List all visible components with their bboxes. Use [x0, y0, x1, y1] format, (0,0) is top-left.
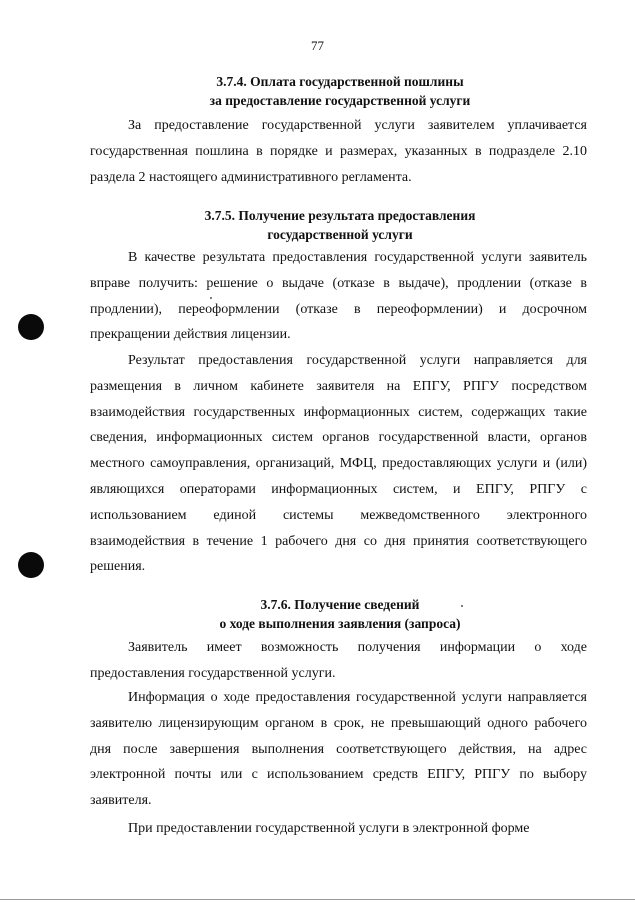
- heading-line-1: 3.7.6. Получение сведений: [260, 597, 420, 612]
- paragraph: Информация о ходе предоставления государственной услуги направляется заявителю лицензирующим органом в срок, не превышающий одного рабочего дня после завершения выполнения соответствующего действия, на адрес электронной почты или с использованием средств ЕПГУ, РПГУ по выбору заявителя.: [90, 690, 587, 809]
- section-heading-3-7-6: [80, 595, 600, 633]
- section-heading-3-7-4: [80, 72, 600, 110]
- heading-line-2: государственной услуги: [267, 227, 413, 242]
- heading-line-1: 3.7.4. Оплата государственной пошлины: [216, 74, 464, 89]
- section-heading-3-7-5: [80, 206, 600, 244]
- scan-edge-line: [0, 899, 635, 900]
- scan-speck: [461, 605, 463, 607]
- scan-speck: [210, 297, 212, 299]
- paragraph: Заявитель имеет возможность получения информации о ходе предоставления государственной услуги.: [90, 640, 587, 681]
- paragraph: При предоставлении государственной услуги в электронной форме: [128, 821, 530, 836]
- heading-line-2: о ходе выполнения заявления (запроса): [219, 616, 461, 631]
- punch-hole: [18, 552, 44, 578]
- paragraph: В качестве результата предоставления государственной услуги заявитель вправе получить: решение о выдаче (отказе в выдаче), продлении (отказе в продлении), переоформлении (отказе в переоформлении) и досрочном прекращении действия лицензии.: [90, 250, 587, 343]
- paragraph: Результат предоставления государственной услуги направляется для размещения в личном кабинете заявителя на ЕПГУ, РПГУ посредством взаимодействия государственных информационных систем, содержащих такие сведения, информационных систем органов государственной власти, органов местного самоуправления, организаций, МФЦ, предоставляющих услуги и (или) являющихся операторами информационных систем, и ЕПГУ, РПГУ с использованием единой системы межведомственного электронного взаимодействия в течение 1 рабочего дня со дня принятия соответствующего решения.: [90, 353, 587, 575]
- heading-line-1: 3.7.5. Получение результата предоставления: [204, 208, 476, 223]
- page-number: 77: [311, 38, 324, 53]
- paragraph: За предоставление государственной услуги заявителем уплачивается государственная пошлина в порядке и размерах, указанных в подразделе 2.10 раздела 2 настоящего административного регламента.: [90, 118, 587, 185]
- punch-hole: [18, 314, 44, 340]
- heading-line-2: за предоставление государственной услуги: [209, 93, 471, 108]
